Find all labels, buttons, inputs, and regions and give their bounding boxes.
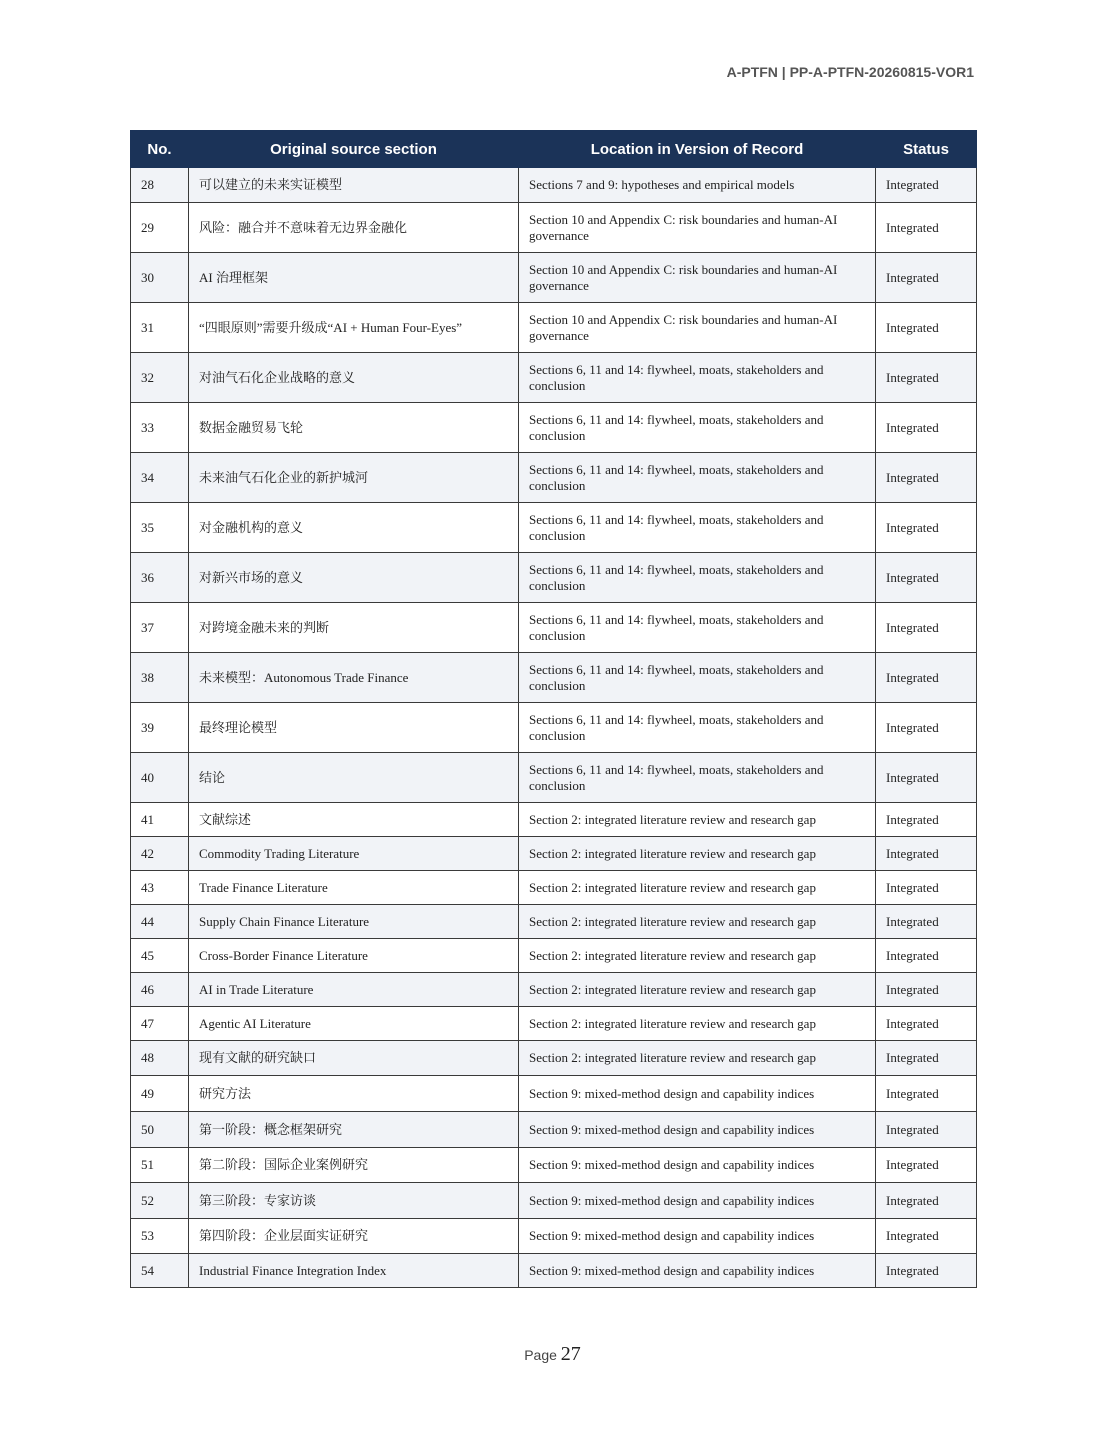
- source-section: 第一阶段：概念框架研究: [189, 1112, 519, 1148]
- table-header-row: [131, 131, 977, 168]
- table-row: [131, 837, 977, 871]
- column-header-status: Status: [876, 131, 977, 168]
- table-row: [131, 1219, 977, 1254]
- table-row: [131, 1148, 977, 1183]
- source-section: 数据金融贸易飞轮: [189, 403, 519, 453]
- row-number: 28: [131, 168, 189, 203]
- source-section: 对跨境金融未来的判断: [189, 603, 519, 653]
- table-row: [131, 1007, 977, 1041]
- status-value: Integrated: [876, 403, 977, 453]
- vor-location: Section 2: integrated literature review and research gap: [519, 871, 876, 905]
- source-section: 结论: [189, 753, 519, 803]
- source-section: 第四阶段：企业层面实证研究: [189, 1219, 519, 1254]
- vor-location: Sections 6, 11 and 14: flywheel, moats, stakeholders and conclusion: [519, 553, 876, 603]
- vor-location: Sections 6, 11 and 14: flywheel, moats, stakeholders and conclusion: [519, 703, 876, 753]
- source-section: Agentic AI Literature: [189, 1007, 519, 1041]
- status-value: Integrated: [876, 168, 977, 203]
- source-section: 可以建立的未来实证模型: [189, 168, 519, 203]
- status-value: Integrated: [876, 939, 977, 973]
- vor-location: Section 2: integrated literature review and research gap: [519, 837, 876, 871]
- status-value: Integrated: [876, 1112, 977, 1148]
- table-row: [131, 1183, 977, 1219]
- row-number: 42: [131, 837, 189, 871]
- row-number: 47: [131, 1007, 189, 1041]
- status-value: Integrated: [876, 803, 977, 837]
- source-section: 未来模型：Autonomous Trade Finance: [189, 653, 519, 703]
- table-row: [131, 871, 977, 905]
- vor-location: Sections 6, 11 and 14: flywheel, moats, stakeholders and conclusion: [519, 753, 876, 803]
- row-number: 41: [131, 803, 189, 837]
- vor-location: Section 9: mixed-method design and capability indices: [519, 1219, 876, 1254]
- row-number: 46: [131, 973, 189, 1007]
- source-section: 对新兴市场的意义: [189, 553, 519, 603]
- table-row: [131, 503, 977, 553]
- vor-location: Section 9: mixed-method design and capability indices: [519, 1112, 876, 1148]
- source-section: 对金融机构的意义: [189, 503, 519, 553]
- status-value: Integrated: [876, 203, 977, 253]
- table-row: [131, 803, 977, 837]
- vor-location: Section 10 and Appendix C: risk boundaries and human-AI governance: [519, 203, 876, 253]
- status-value: Integrated: [876, 253, 977, 303]
- table-row: [131, 603, 977, 653]
- table-row: [131, 973, 977, 1007]
- column-header-location: Location in Version of Record: [519, 131, 876, 168]
- status-value: Integrated: [876, 905, 977, 939]
- source-section: 第二阶段：国际企业案例研究: [189, 1148, 519, 1183]
- row-number: 49: [131, 1076, 189, 1112]
- status-value: Integrated: [876, 603, 977, 653]
- row-number: 54: [131, 1254, 189, 1288]
- vor-location: Sections 6, 11 and 14: flywheel, moats, stakeholders and conclusion: [519, 453, 876, 503]
- row-number: 35: [131, 503, 189, 553]
- source-section: 未来油气石化企业的新护城河: [189, 453, 519, 503]
- source-section: 现有文献的研究缺口: [189, 1041, 519, 1076]
- source-section: Supply Chain Finance Literature: [189, 905, 519, 939]
- row-number: 33: [131, 403, 189, 453]
- row-number: 44: [131, 905, 189, 939]
- vor-location: Section 9: mixed-method design and capability indices: [519, 1148, 876, 1183]
- source-section: 研究方法: [189, 1076, 519, 1112]
- source-section: AI in Trade Literature: [189, 973, 519, 1007]
- table-row: [131, 653, 977, 703]
- table-row: [131, 453, 977, 503]
- status-value: Integrated: [876, 1183, 977, 1219]
- table-row: [131, 1076, 977, 1112]
- row-number: 39: [131, 703, 189, 753]
- row-number: 45: [131, 939, 189, 973]
- row-number: 34: [131, 453, 189, 503]
- vor-location: Section 2: integrated literature review and research gap: [519, 1041, 876, 1076]
- vor-location: Section 2: integrated literature review and research gap: [519, 905, 876, 939]
- status-value: Integrated: [876, 353, 977, 403]
- status-value: Integrated: [876, 1254, 977, 1288]
- row-number: 32: [131, 353, 189, 403]
- row-number: 36: [131, 553, 189, 603]
- table-row: [131, 1254, 977, 1288]
- source-section: 最终理论模型: [189, 703, 519, 753]
- status-value: Integrated: [876, 973, 977, 1007]
- row-number: 31: [131, 303, 189, 353]
- status-value: Integrated: [876, 503, 977, 553]
- vor-location: Sections 6, 11 and 14: flywheel, moats, stakeholders and conclusion: [519, 603, 876, 653]
- status-value: Integrated: [876, 1076, 977, 1112]
- source-section: 文献综述: [189, 803, 519, 837]
- column-header-source: Original source section: [189, 131, 519, 168]
- table-row: [131, 253, 977, 303]
- row-number: 38: [131, 653, 189, 703]
- source-section: 风险：融合并不意味着无边界金融化: [189, 203, 519, 253]
- vor-location: Sections 6, 11 and 14: flywheel, moats, stakeholders and conclusion: [519, 503, 876, 553]
- vor-location: Section 9: mixed-method design and capability indices: [519, 1254, 876, 1288]
- status-value: Integrated: [876, 837, 977, 871]
- vor-location: Sections 7 and 9: hypotheses and empirical models: [519, 168, 876, 203]
- table-row: [131, 168, 977, 203]
- source-mapping-table: [130, 130, 977, 1288]
- vor-location: Section 10 and Appendix C: risk boundaries and human-AI governance: [519, 253, 876, 303]
- page-footer: [0, 1343, 1105, 1366]
- vor-location: Section 10 and Appendix C: risk boundaries and human-AI governance: [519, 303, 876, 353]
- vor-location: Section 2: integrated literature review and research gap: [519, 973, 876, 1007]
- row-number: 29: [131, 203, 189, 253]
- table-row: [131, 303, 977, 353]
- page-label: Page: [524, 1347, 557, 1363]
- status-value: Integrated: [876, 653, 977, 703]
- vor-location: Section 2: integrated literature review and research gap: [519, 1007, 876, 1041]
- source-section: 第三阶段：专家访谈: [189, 1183, 519, 1219]
- vor-location: Section 2: integrated literature review and research gap: [519, 803, 876, 837]
- vor-location: Sections 6, 11 and 14: flywheel, moats, stakeholders and conclusion: [519, 653, 876, 703]
- status-value: Integrated: [876, 1219, 977, 1254]
- source-section: Commodity Trading Literature: [189, 837, 519, 871]
- row-number: 53: [131, 1219, 189, 1254]
- vor-location: Section 9: mixed-method design and capability indices: [519, 1183, 876, 1219]
- source-section: “四眼原则”需要升级成“AI + Human Four-Eyes”: [189, 303, 519, 353]
- row-number: 52: [131, 1183, 189, 1219]
- table-row: [131, 203, 977, 253]
- vor-location: Sections 6, 11 and 14: flywheel, moats, stakeholders and conclusion: [519, 353, 876, 403]
- table-row: [131, 905, 977, 939]
- status-value: Integrated: [876, 453, 977, 503]
- status-value: Integrated: [876, 1007, 977, 1041]
- source-section: 对油气石化企业战略的意义: [189, 353, 519, 403]
- table-row: [131, 753, 977, 803]
- table-row: [131, 1041, 977, 1076]
- vor-location: Sections 6, 11 and 14: flywheel, moats, stakeholders and conclusion: [519, 403, 876, 453]
- column-header-no: No.: [131, 131, 189, 168]
- row-number: 43: [131, 871, 189, 905]
- row-number: 30: [131, 253, 189, 303]
- source-section: Cross-Border Finance Literature: [189, 939, 519, 973]
- table-row: [131, 703, 977, 753]
- table-row: [131, 553, 977, 603]
- row-number: 51: [131, 1148, 189, 1183]
- status-value: Integrated: [876, 1041, 977, 1076]
- source-section: Trade Finance Literature: [189, 871, 519, 905]
- status-value: Integrated: [876, 753, 977, 803]
- status-value: Integrated: [876, 1148, 977, 1183]
- table-row: [131, 403, 977, 453]
- document-id-header: A-PTFN | PP-A-PTFN-20260815-VOR1: [726, 64, 974, 80]
- status-value: Integrated: [876, 303, 977, 353]
- table-row: [131, 1112, 977, 1148]
- status-value: Integrated: [876, 553, 977, 603]
- vor-location: Section 2: integrated literature review and research gap: [519, 939, 876, 973]
- table-row: [131, 939, 977, 973]
- row-number: 37: [131, 603, 189, 653]
- row-number: 50: [131, 1112, 189, 1148]
- status-value: Integrated: [876, 703, 977, 753]
- page-number: 27: [560, 1343, 581, 1365]
- row-number: 48: [131, 1041, 189, 1076]
- vor-location: Section 9: mixed-method design and capability indices: [519, 1076, 876, 1112]
- table-row: [131, 353, 977, 403]
- status-value: Integrated: [876, 871, 977, 905]
- row-number: 40: [131, 753, 189, 803]
- source-section: Industrial Finance Integration Index: [189, 1254, 519, 1288]
- source-section: AI 治理框架: [189, 253, 519, 303]
